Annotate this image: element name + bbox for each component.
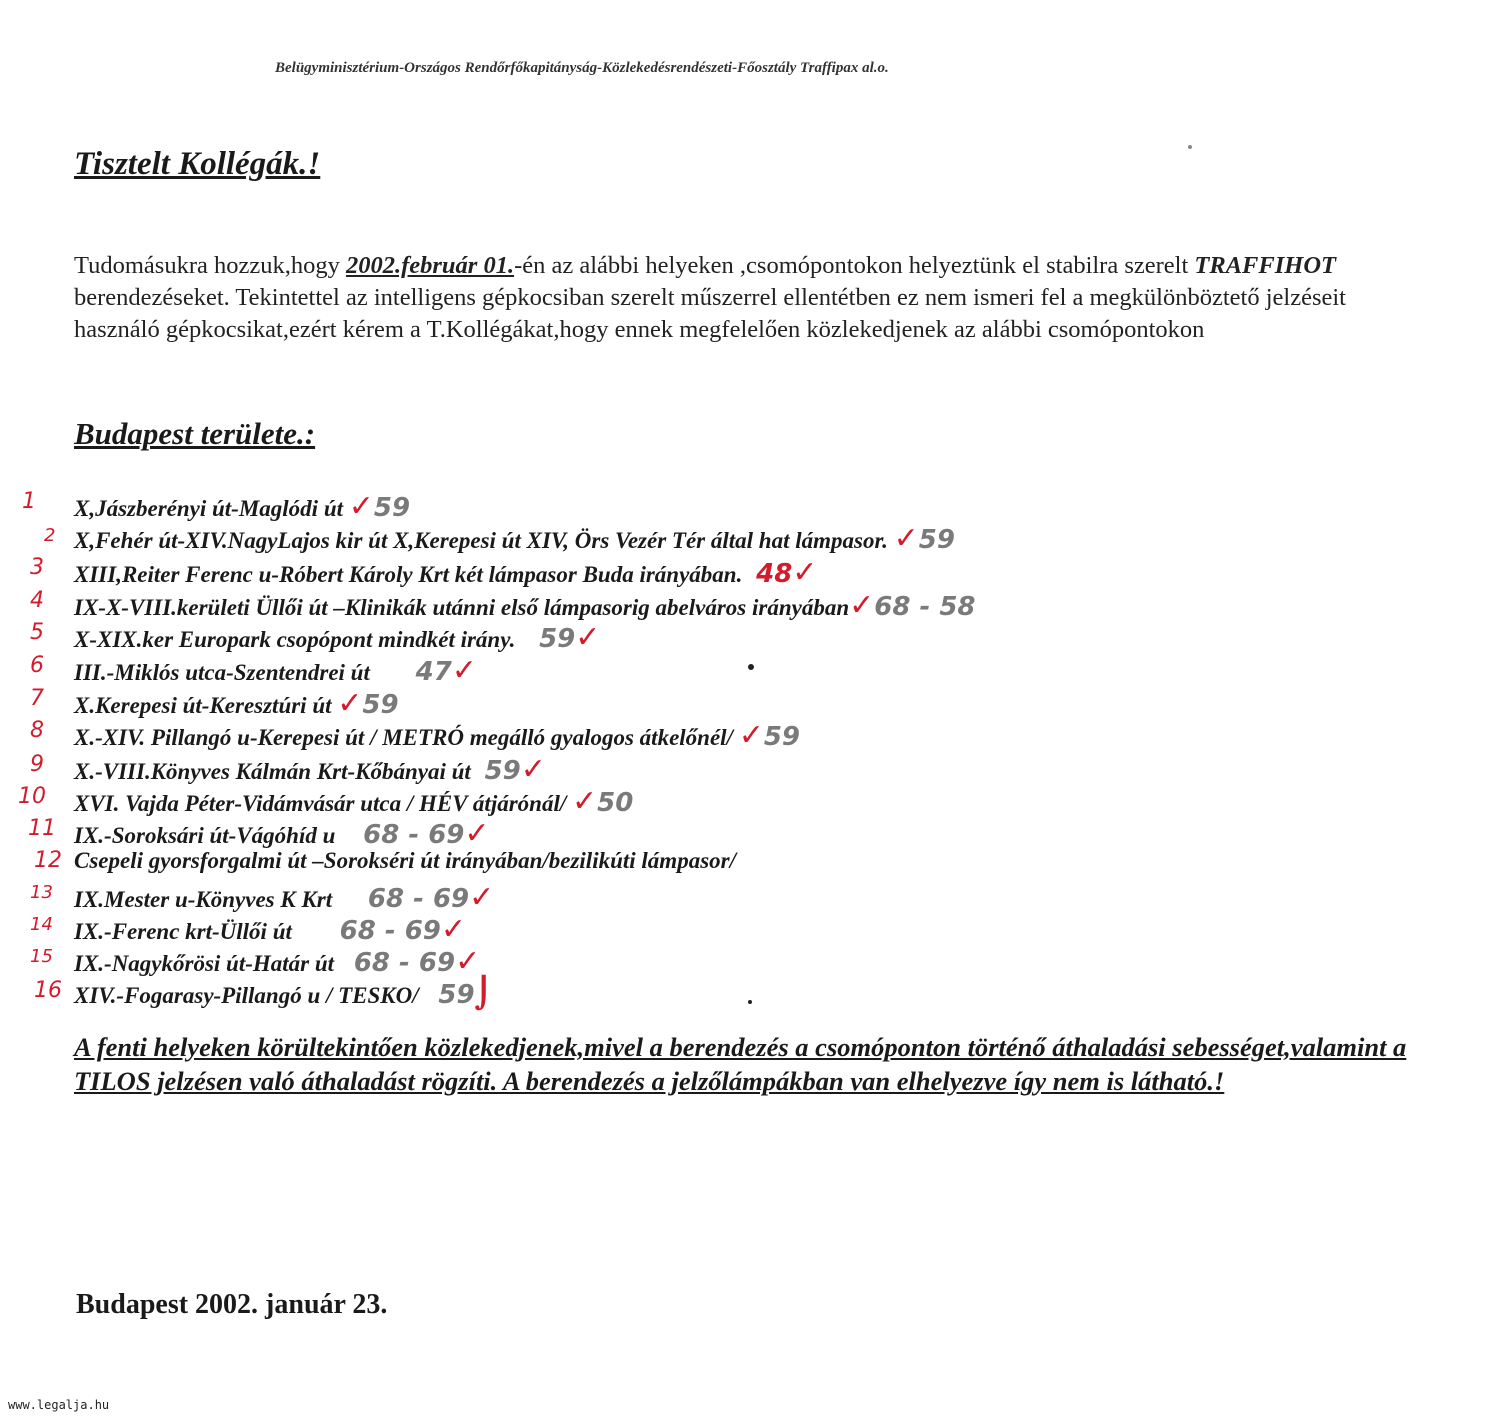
item-number: 7 (30, 686, 44, 711)
item-speed: 59 (362, 690, 399, 720)
list-item (30, 752, 546, 787)
item-speed: 68 - 69 (367, 884, 470, 914)
intro-date: 2002.február 01. (345, 252, 515, 279)
item-text: IX.-Ferenc krt-Üllői út (74, 919, 292, 944)
item-text: Csepeli gyorsforgalmi út –Sorokséri út irányában/bezilikúti lámpasor/ (74, 848, 736, 873)
item-text: IX.Mester u-Könyves K Krt (74, 887, 333, 912)
item-text: X.-VIII.Könyves Kálmán Krt-Kőbányai út (74, 759, 471, 784)
item-number: 13 (30, 882, 53, 903)
item-text: XVI. Vajda Péter-Vidámvásár utca / HÉV átjárónál/ (74, 791, 567, 816)
check-mark-icon: ✓ (792, 555, 818, 590)
list-item (30, 880, 495, 915)
list-item (30, 686, 399, 721)
item-text: XIII,Reiter Ferenc u-Róbert Károly Krt két lámpasor Buda irányában. (74, 562, 743, 587)
item-text: IX.-Soroksári út-Vágóhíd u (74, 823, 336, 848)
ink-speck (1188, 145, 1192, 149)
item-speed: 59 (539, 624, 576, 654)
check-mark-icon: ✓ (575, 620, 601, 655)
date-line: Budapest 2002. január 23. (76, 1289, 388, 1320)
check-mark-icon: ✓ (464, 816, 490, 851)
list-item (30, 944, 481, 979)
item-text: III.-Miklós utca-Szentendrei út (74, 660, 370, 685)
list-item (30, 718, 801, 753)
item-number: 2 (44, 525, 56, 546)
intro-part2: -én az alábbi helyeken ,csomópontokon helyeztünk el stabilra szerelt (514, 252, 1189, 279)
check-mark-icon: ✓ (469, 880, 495, 915)
item-number: 11 (28, 816, 56, 841)
list-item (30, 912, 467, 947)
item-text: IX.-Nagykőrösi út-Határ út (74, 951, 335, 976)
ink-speck (748, 664, 754, 670)
item-speed: 68 - 69 (339, 916, 441, 946)
item-speed: 47 (415, 657, 452, 687)
check-mark-icon: ✓ (893, 521, 919, 556)
list-item (18, 784, 634, 819)
item-speed: 68 - 69 (353, 948, 456, 978)
item-text: X.Kerepesi út-Keresztúri út (74, 693, 332, 718)
item-speed: 50 (597, 788, 634, 818)
item-number: 6 (30, 653, 44, 678)
item-number: 4 (30, 588, 44, 613)
item-number: 10 (18, 784, 46, 809)
item-speed: 59 (484, 756, 521, 786)
intro-part3: berendezéseket. Tekintettel az intelligens gépkocsiban szerelt műszerrel ellentétben ez nem ismeri fel a megkülönböztető jelzéseit használó gépkocsikat,ezért kérem a T.Kollégákat,hogy ennek megfelelően közlekedjenek az alábbi csomópontokon (74, 284, 1346, 343)
item-number: 1 (22, 489, 36, 514)
list-item (30, 588, 976, 623)
item-speed: 68 - 69 (363, 820, 465, 850)
document-header: Belügyminisztérium-Országos Rendőrfőkapitányság-Közlekedésrendészeti-Főosztály Traffipax al.o. (275, 60, 889, 76)
list-item (30, 555, 818, 590)
item-number: 9 (30, 752, 44, 777)
list-item (30, 653, 477, 688)
check-mark-icon: ✓ (738, 718, 764, 753)
check-mark-icon: ✓ (849, 588, 875, 623)
closing-notice: A fenti helyeken körültekintően közlekedjenek,mivel a berendezés a csomóponton történő áthaladási sebességet,valamint a TILOS jelzésen való áthaladást rögzíti. A berendezés a jelzőlámpákban van elhelyezve így nem is látható.! (74, 1032, 1407, 1096)
check-mark-icon: ✓ (337, 686, 363, 721)
website-footer: www.legalja.hu (8, 1398, 110, 1412)
list-item (44, 521, 955, 556)
section-title: Budapest területe.: (74, 416, 316, 451)
list-item (30, 620, 601, 655)
item-number: 12 (34, 848, 62, 873)
intro-part1: Tudomásukra hozzuk,hogy (74, 252, 340, 279)
item-speed: 59 (763, 722, 801, 752)
item-number: 5 (30, 620, 44, 645)
item-text: X,Jászberényi út-Maglódi út (74, 496, 344, 521)
item-speed: 48 (756, 559, 793, 589)
item-text: XIV.-Fogarasy-Pillangó u / TESKO/ (74, 983, 419, 1008)
item-number: 3 (30, 555, 44, 580)
item-text: X-XIX.ker Europark csopópont mindkét irány. (74, 627, 516, 652)
item-speed: 59 (438, 980, 475, 1010)
check-mark-icon: ✓ (520, 752, 546, 787)
check-mark-icon: ✓ (571, 784, 598, 819)
item-number: 15 (30, 946, 53, 967)
check-mark-icon: ✓ (455, 944, 481, 979)
item-speed: 59 (373, 493, 411, 523)
item-number: 16 (34, 978, 62, 1003)
list-item (28, 816, 490, 851)
ink-speck (748, 1000, 752, 1004)
greeting: Tisztelt Kollégák.! (74, 146, 321, 182)
check-mark-icon: ✓ (348, 489, 374, 524)
check-mark-icon: ✓ (451, 653, 477, 688)
item-speed: 59 (918, 525, 955, 555)
check-mark-icon: ✓ (440, 912, 467, 947)
item-text: X.-XIV. Pillangó u-Kerepesi út / METRÓ megálló gyalogos átkelőnél/ (74, 725, 733, 750)
list-item (22, 489, 411, 524)
intro-paragraph (74, 250, 1409, 346)
item-text: X,Fehér út-XIV.NagyLajos kir út X,Kerepesi út XIV, Örs Vezér Tér által hat lámpasor. (74, 528, 888, 553)
list-item (34, 976, 493, 1011)
item-text: IX-X-VIII.kerületi Üllői út –Klinikák utánni első lámpasorig abelváros irányában (74, 595, 850, 620)
item-number: 14 (30, 914, 53, 935)
intro-device: TRAFFIHOT (1194, 252, 1336, 279)
check-mark-icon: ⌡ (474, 976, 493, 1011)
list-item (34, 848, 736, 874)
item-number: 8 (30, 718, 44, 743)
item-speed: 68 - 58 (874, 592, 976, 622)
